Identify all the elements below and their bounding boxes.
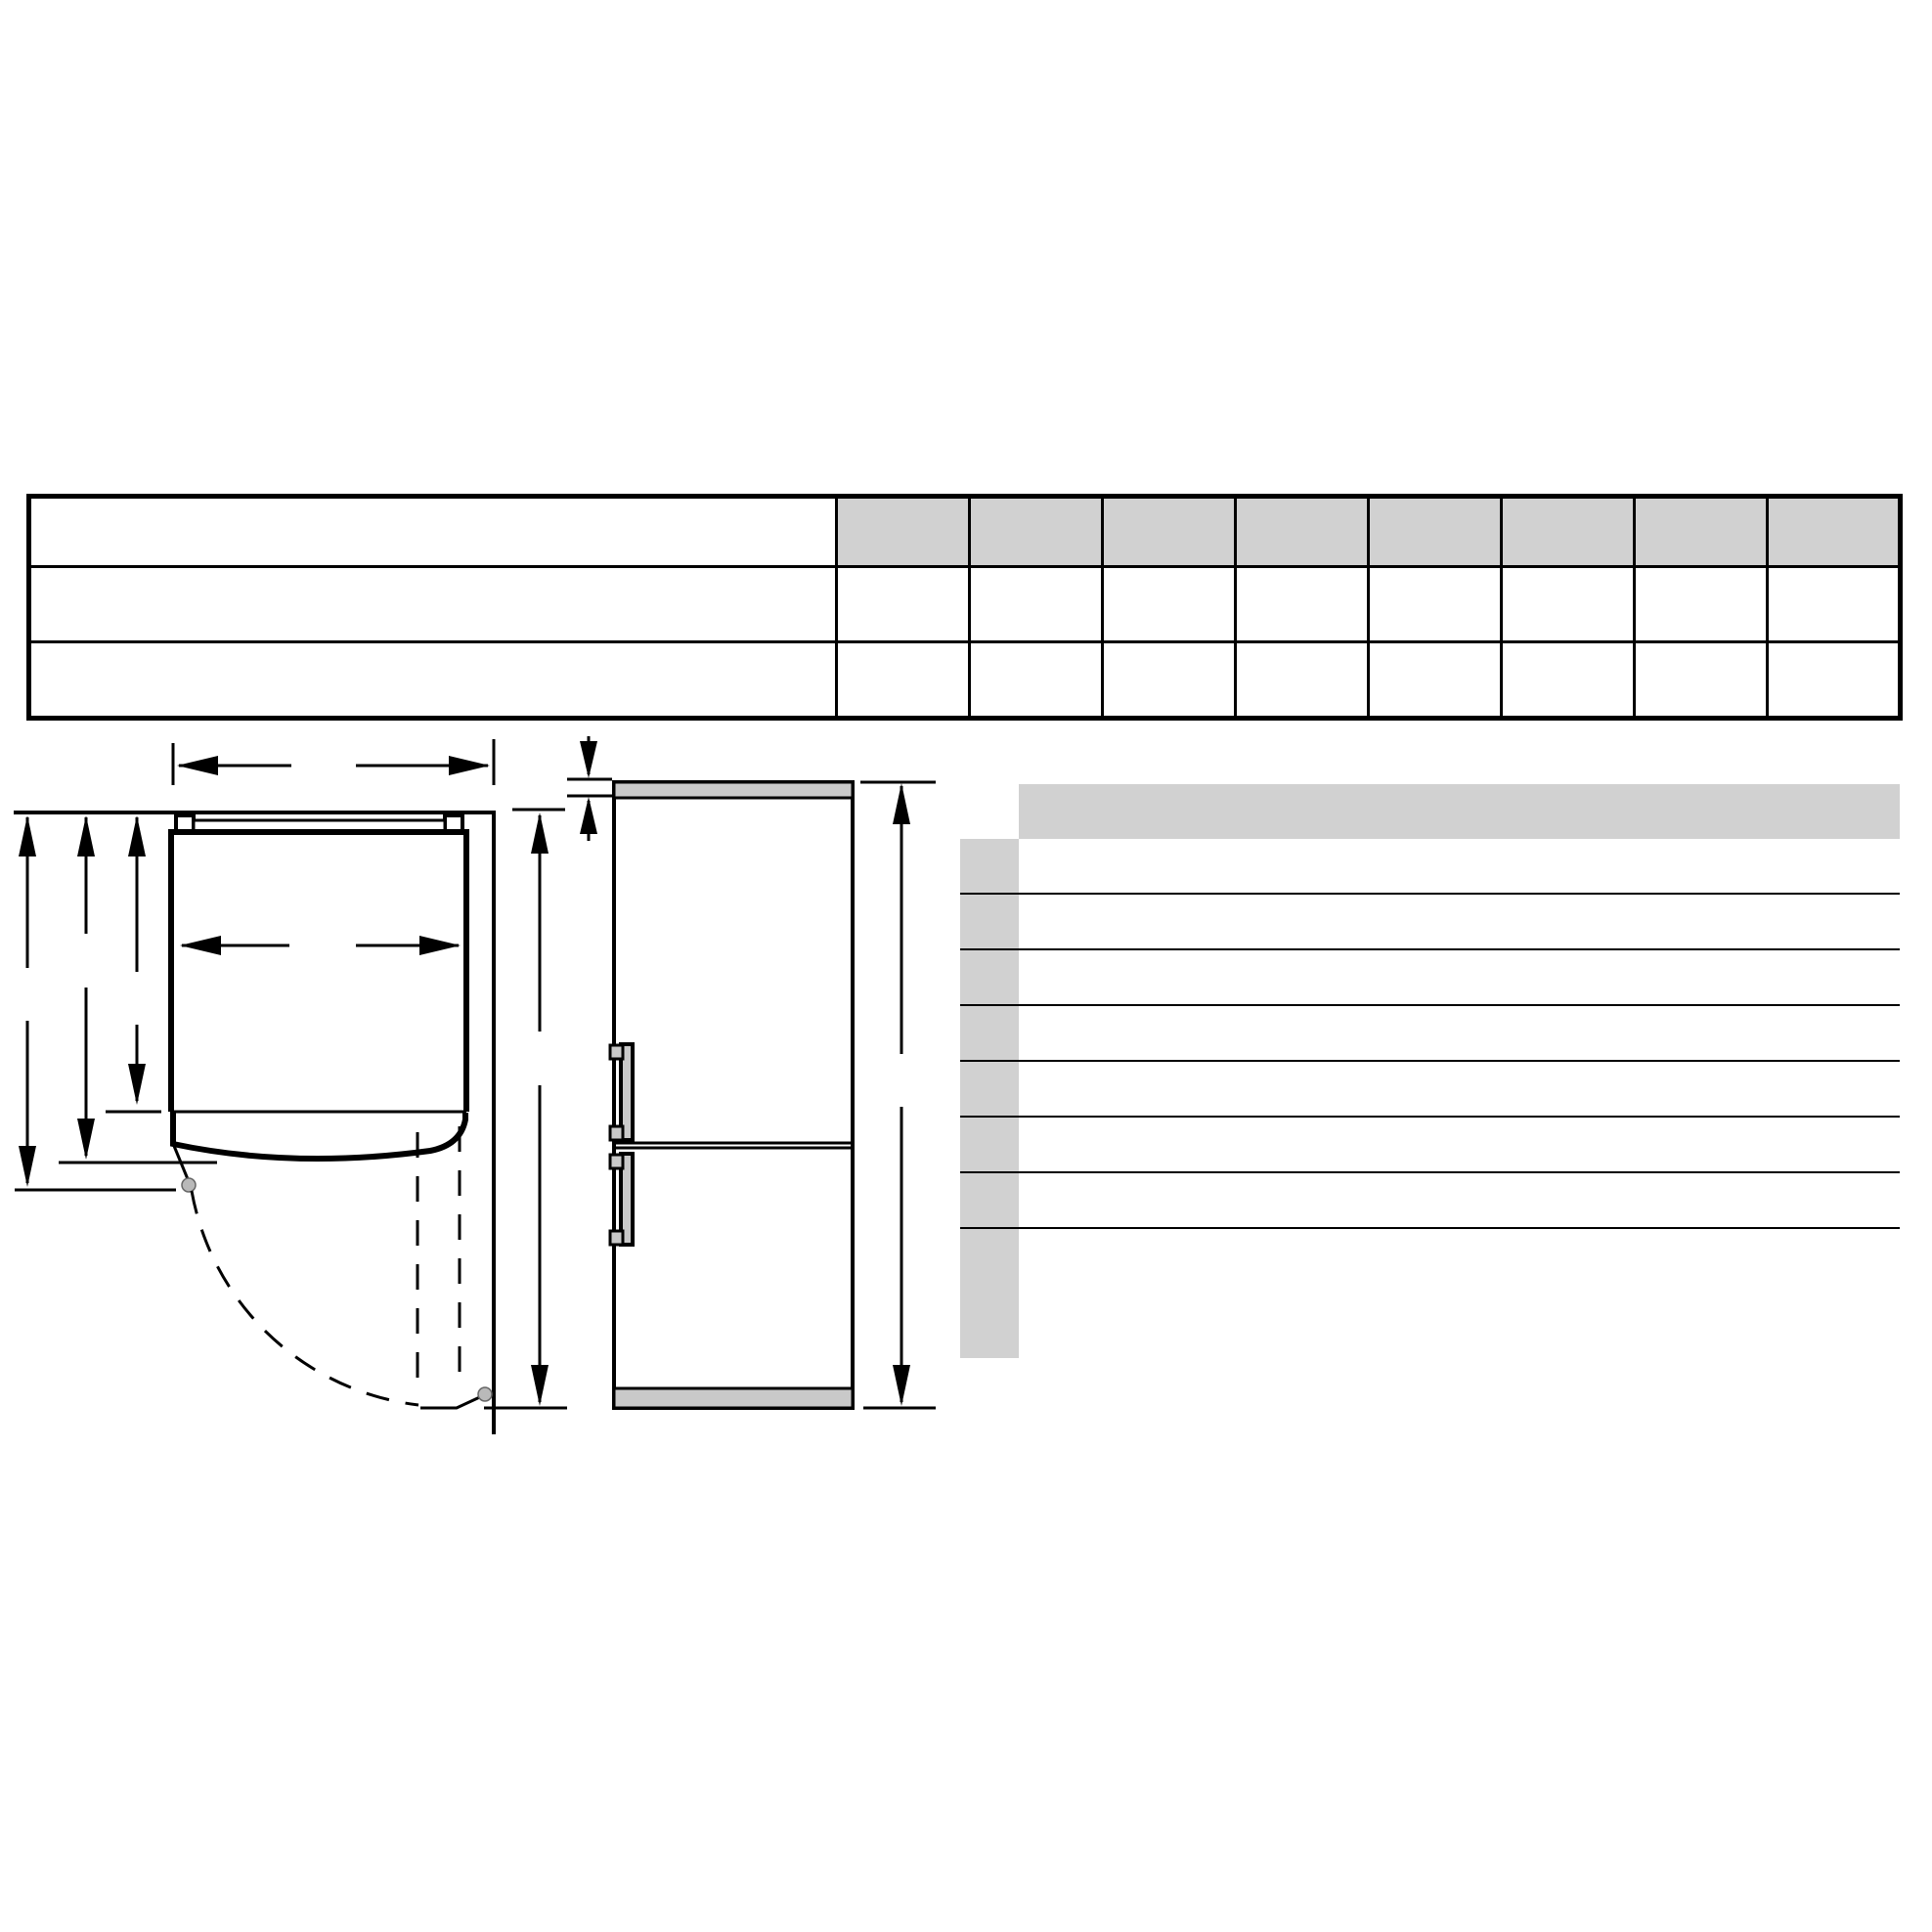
spec-table [26,494,1903,721]
legend-row-a [960,839,1900,895]
legend-text [1019,1229,1900,1358]
legend-key [960,839,1019,893]
dimension-g [15,815,176,1190]
dimension-a [860,782,936,1408]
legend-key [960,1229,1019,1358]
legend-row-b [960,895,1900,950]
value-e [1369,642,1502,719]
spec-name-header [29,497,837,567]
legend-table [960,784,1900,1358]
legend-row-d [960,1006,1900,1062]
door-closed [173,1112,465,1159]
spec-col-header-g [1635,497,1768,567]
legend-text [1019,839,1900,893]
dimension-d [106,815,161,1112]
legend-key [960,895,1019,948]
legend-row-e [960,1062,1900,1118]
door-open-bottom [420,1395,484,1408]
legend-text [1019,1118,1900,1171]
spec-col-header-f [1502,497,1635,567]
value-g [1635,642,1768,719]
legend-header-spacer [960,784,1019,839]
value-g [1635,567,1768,642]
spec-col-header-e [1369,497,1502,567]
legend-text [1019,1006,1900,1060]
side-view [610,782,936,1408]
legend-text [1019,895,1900,948]
value-f [1502,642,1635,719]
spec-col-header-c [1103,497,1236,567]
legend-header-row [960,784,1900,839]
value-h [1768,642,1901,719]
legend-row-f [960,1118,1900,1173]
value-b [970,567,1103,642]
door-swing-arc [192,1191,418,1405]
cabinet-outline [171,832,466,1112]
bottom-strip [614,1388,853,1408]
value-c [1103,642,1236,719]
value-a [837,567,970,642]
value-c [1103,567,1236,642]
value-a [837,642,970,719]
value-f [1502,567,1635,642]
fridge-body [614,782,853,1408]
spec-col-header-b [970,497,1103,567]
legend-row-c [960,950,1900,1006]
legend-key [960,1006,1019,1060]
spec-row-exterior [29,642,1901,719]
top-view [14,736,612,1434]
top-strip [614,782,853,798]
dimension-h [567,736,612,841]
value-b [970,642,1103,719]
model-name [29,567,837,642]
door-handle-dot [182,1178,196,1192]
spec-col-header-a [837,497,970,567]
dimension-diagram [0,724,958,1467]
spec-col-header-h [1768,497,1901,567]
legend-key [960,1173,1019,1227]
legend-key [960,950,1019,1004]
legend-text [1019,1173,1900,1227]
value-h [1768,567,1901,642]
value-e [1369,567,1502,642]
legend-key [960,1062,1019,1116]
legend-row-h [960,1229,1900,1358]
spec-row-interior [29,567,1901,642]
value-d [1236,567,1369,642]
model-name [29,642,837,719]
legend-text [1019,1062,1900,1116]
dimension-b [180,936,461,955]
legend-header [1019,784,1900,839]
value-d [1236,642,1369,719]
door-open-handle-dot [478,1387,492,1401]
legend-key [960,1118,1019,1171]
legend-row-g [960,1173,1900,1229]
dimension-f [484,810,567,1408]
dimension-e [173,739,494,785]
legend-text [1019,950,1900,1004]
spec-col-header-d [1236,497,1369,567]
